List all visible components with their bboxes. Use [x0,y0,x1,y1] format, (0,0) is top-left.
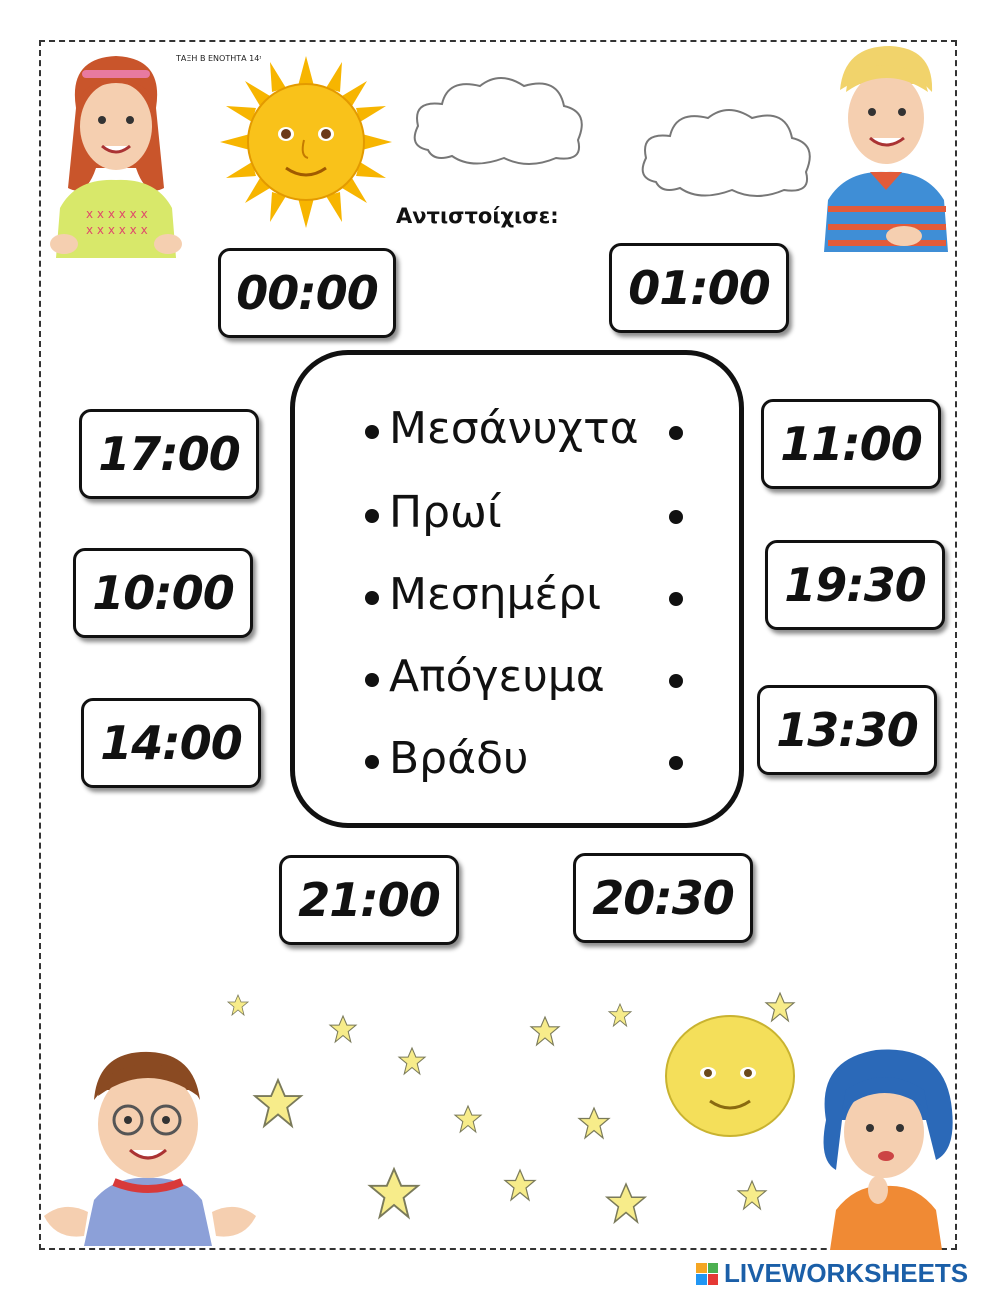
star-icon [399,1048,425,1074]
period-label: Μεσάνυχτα [389,403,639,454]
time-box-10-00[interactable]: 10:00 [73,548,253,638]
left-match-dot[interactable] [365,755,379,769]
period-label: Πρωί [389,487,502,538]
moon-icon [664,1015,796,1137]
star-icon [738,1181,766,1209]
time-box-20-30[interactable]: 20:30 [573,853,753,943]
star-icon [579,1108,609,1138]
liveworksheets-brand: LIVEWORKSHEETS [724,1258,969,1288]
time-box-11-00[interactable]: 11:00 [761,399,941,489]
star-icon [505,1170,535,1200]
svg-text:x x x x x x: x x x x x x [86,207,148,221]
left-match-dot[interactable] [365,425,379,439]
boy-with-glasses-illustration [44,1040,256,1246]
right-match-dot[interactable] [669,756,683,770]
star-icon [370,1169,418,1217]
header-note: ΤΑΞΗ Β ΕΝΟΤΗΤΑ 14ᶦ [176,54,262,63]
left-match-dot[interactable] [365,509,379,523]
right-match-dot[interactable] [669,510,683,524]
period-label: Απόγευμα [389,651,605,702]
periods-panel [290,350,744,828]
girl-curly-hair-illustration [816,1040,956,1250]
cloud-icon [636,102,818,202]
time-box-14-00[interactable]: 14:00 [81,698,261,788]
liveworksheets-logo-icon [696,1263,718,1285]
star-icon [228,995,248,1015]
star-icon [255,1080,301,1126]
right-match-dot[interactable] [669,592,683,606]
time-box-01-00[interactable]: 01:00 [609,243,789,333]
period-label: Βράδυ [389,733,529,784]
period-row [355,731,695,791]
sun-icon [220,56,392,228]
star-icon [609,1004,631,1026]
period-row [355,649,695,709]
liveworksheets-logo[interactable] [696,1258,968,1289]
period-row [355,567,695,627]
period-row [355,485,695,545]
right-match-dot[interactable] [669,674,683,688]
star-icon [455,1106,481,1132]
time-box-21-00[interactable]: 21:00 [279,855,459,945]
left-match-dot[interactable] [365,591,379,605]
time-box-19-30[interactable]: 19:30 [765,540,945,630]
star-icon [607,1184,645,1222]
right-match-dot[interactable] [669,426,683,440]
svg-text:x x x x x x: x x x x x x [86,223,148,237]
time-box-13-30[interactable]: 13:30 [757,685,937,775]
time-box-17-00[interactable]: 17:00 [79,409,259,499]
star-icon [531,1017,559,1045]
left-match-dot[interactable] [365,673,379,687]
star-icon [330,1016,356,1042]
period-label: Μεσημέρι [389,569,602,620]
time-box-00-00[interactable]: 00:00 [218,248,396,338]
instruction-label: Αντιστοίχισε: [396,204,559,228]
period-row [355,401,695,461]
boy-illustration [820,40,952,252]
cloud-icon [408,70,590,170]
girl-illustration [46,48,186,258]
